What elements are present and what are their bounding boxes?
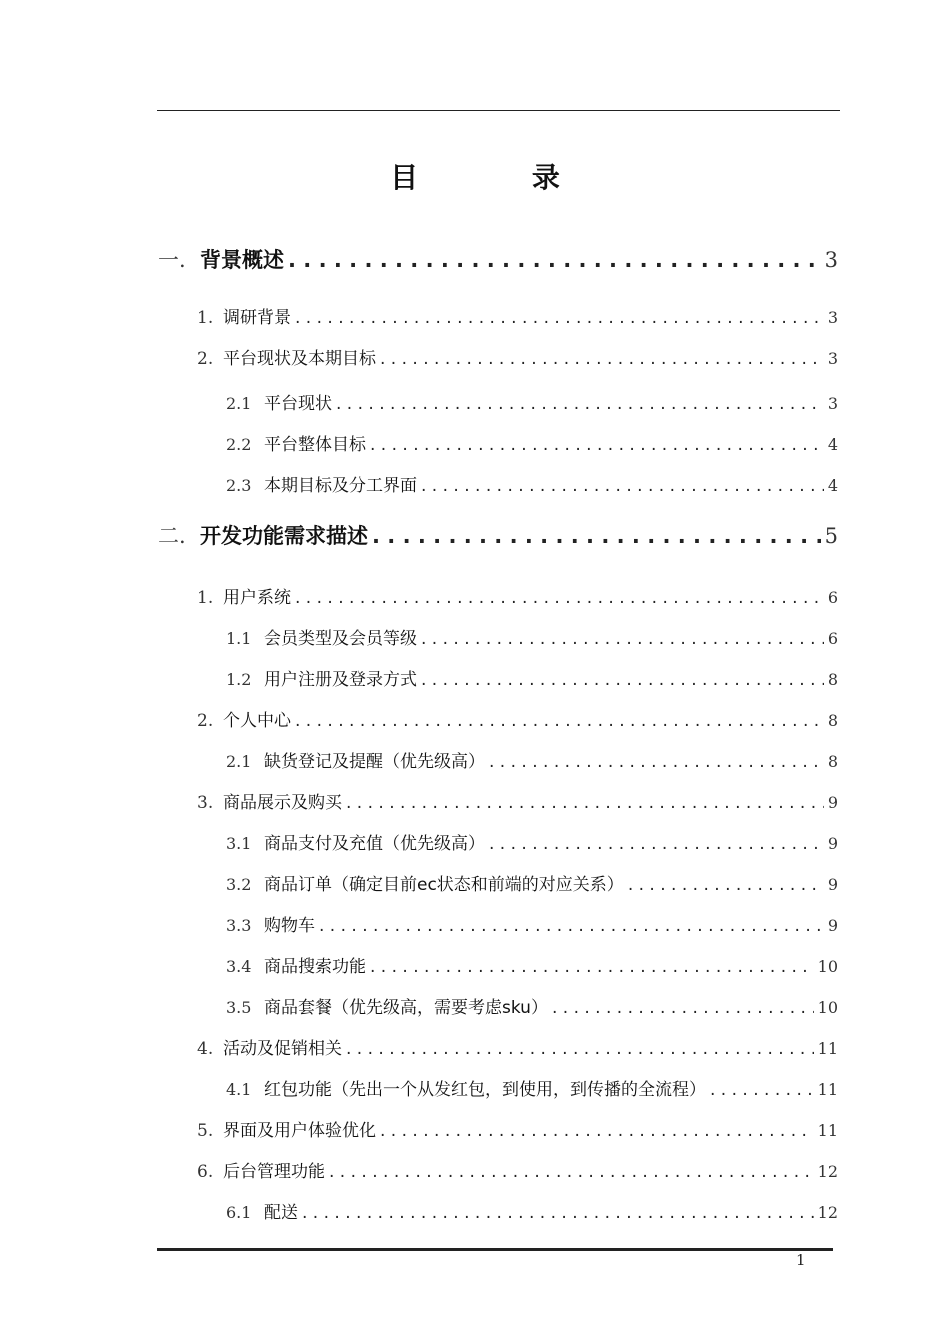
toc-entry-title: 用户注册及登录方式: [264, 670, 417, 690]
toc-entry-page: 8: [827, 711, 838, 730]
toc-entry-page: 12: [817, 1203, 838, 1222]
toc-chapter-entry[interactable]: [158, 244, 838, 274]
toc-entry-number: 2.: [197, 349, 214, 369]
toc-entry-title: 缺货登记及提醒（优先级高）: [264, 752, 485, 772]
toc-entry-title: 活动及促销相关: [223, 1039, 342, 1059]
toc-dot-leader: [421, 629, 824, 649]
toc-entry-title: 个人中心: [223, 711, 291, 731]
toc-entry-title: 配送: [264, 1203, 298, 1223]
toc-entry-number: 二.: [158, 524, 186, 548]
toc-entry-page: 3: [827, 394, 838, 413]
toc-entry-number: 1.: [197, 308, 214, 328]
toc-dot-leader: [421, 670, 824, 690]
toc-section-entry[interactable]: [197, 1116, 838, 1141]
toc-entry-title: 后台管理功能: [223, 1162, 325, 1182]
toc-dot-leader: [302, 1203, 814, 1223]
toc-entry-number: 3.3: [226, 916, 252, 935]
toc-dot-leader: [346, 793, 824, 813]
toc-entry-title: 商品订单（确定目前ec状态和前端的对应关系）: [264, 875, 624, 895]
toc-section-entry[interactable]: [197, 583, 838, 608]
toc-entry-title: 商品搜索功能: [264, 957, 366, 977]
toc-entry-page: 4: [827, 435, 838, 454]
footer-rule: [157, 1248, 833, 1251]
toc-section-entry[interactable]: [197, 788, 838, 813]
toc-entry-title: 红包功能（先出一个从发红包，到使用，到传播的全流程）: [264, 1080, 706, 1100]
toc-dot-leader: [295, 308, 824, 328]
toc-dot-leader: [319, 916, 824, 936]
toc-entry-page: 3: [827, 349, 838, 368]
toc-entry-number: 1.2: [226, 670, 252, 689]
toc-section-entry[interactable]: [197, 344, 838, 369]
toc-dot-leader: [370, 957, 814, 977]
toc-entry-title: 平台现状及本期目标: [223, 349, 376, 369]
toc-subsection-entry[interactable]: [226, 665, 838, 690]
toc-entry-number: 1.: [197, 588, 214, 608]
toc-entry-number: 4.1: [226, 1080, 252, 1099]
toc-entry-page: 4: [827, 476, 838, 495]
toc-entry-number: 2.1: [226, 752, 252, 771]
toc-dot-leader: [552, 998, 814, 1018]
toc-entry-number: 2.3: [226, 476, 252, 495]
toc-subsection-entry[interactable]: [226, 624, 838, 649]
toc-entry-number: 6.: [197, 1162, 214, 1182]
toc-entry-title: 用户系统: [223, 588, 291, 608]
toc-entry-page: 9: [827, 793, 838, 812]
toc-subsection-entry[interactable]: [226, 870, 838, 895]
toc-dot-leader: [380, 1121, 814, 1141]
toc-entry-page: 3: [824, 248, 838, 272]
toc-entry-title: 购物车: [264, 916, 315, 936]
toc-entry-title: 调研背景: [223, 308, 291, 328]
toc-entry-page: 11: [817, 1039, 838, 1058]
toc-subsection-entry[interactable]: [226, 829, 838, 854]
toc-entry-number: 2.1: [226, 394, 252, 413]
toc-entry-page: 11: [817, 1121, 838, 1140]
toc-entry-number: 5.: [197, 1121, 214, 1141]
toc-entry-page: 5: [824, 524, 838, 548]
toc-entry-page: 10: [817, 998, 838, 1017]
toc-dot-leader: [295, 711, 824, 731]
toc-dot-leader: [336, 394, 824, 414]
toc-entry-page: 6: [827, 588, 838, 607]
toc-entry-title: 平台现状: [264, 394, 332, 414]
toc-entry-page: 9: [827, 834, 838, 853]
toc-entry-title: 平台整体目标: [264, 435, 366, 455]
toc-dot-leader: [380, 349, 824, 369]
toc-section-entry[interactable]: [197, 1034, 838, 1059]
toc-entry-number: 3.1: [226, 834, 252, 853]
toc-entry-page: 8: [827, 670, 838, 689]
toc-entry-page: 9: [827, 916, 838, 935]
toc-subsection-entry[interactable]: [226, 471, 838, 496]
toc-subsection-entry[interactable]: [226, 747, 838, 772]
toc-subsection-entry[interactable]: [226, 1198, 838, 1223]
toc-entry-number: 3.4: [226, 957, 252, 976]
toc-entry-title: 开发功能需求描述: [200, 524, 368, 548]
toc-entry-page: 8: [827, 752, 838, 771]
toc-subsection-entry[interactable]: [226, 911, 838, 936]
toc-entry-page: 12: [817, 1162, 838, 1181]
toc-entry-page: 6: [827, 629, 838, 648]
toc-entry-number: 2.2: [226, 435, 252, 454]
toc-dot-leader: [370, 435, 824, 455]
toc-subsection-entry[interactable]: [226, 993, 838, 1018]
toc-entry-title: 本期目标及分工界面: [264, 476, 417, 496]
toc-entry-number: 4.: [197, 1039, 214, 1059]
toc-entry-number: 6.1: [226, 1203, 252, 1222]
toc-section-entry[interactable]: [197, 303, 838, 328]
toc-entry-page: 10: [817, 957, 838, 976]
toc-subsection-entry[interactable]: [226, 389, 838, 414]
toc-entry-number: 3.: [197, 793, 214, 813]
toc-dot-leader: [710, 1080, 814, 1100]
toc-entry-title: 背景概述: [200, 248, 284, 272]
toc-dot-leader: [628, 875, 824, 895]
toc-entry-title: 商品支付及充值（优先级高）: [264, 834, 485, 854]
toc-dot-leader: [295, 588, 824, 608]
toc-section-entry[interactable]: [197, 706, 838, 731]
toc-dot-leader: [372, 524, 821, 548]
toc-entry-title: 商品套餐（优先级高，需要考虑sku）: [264, 998, 548, 1018]
toc-section-entry[interactable]: [197, 1157, 838, 1182]
toc-entry-title: 会员类型及会员等级: [264, 629, 417, 649]
toc-entry-title: 界面及用户体验优化: [223, 1121, 376, 1141]
toc-dot-leader: [329, 1162, 814, 1182]
toc-dot-leader: [288, 248, 821, 272]
toc-entry-number: 3.5: [226, 998, 252, 1017]
page-title: 目 录: [390, 161, 612, 194]
toc-entry-number: 一.: [158, 248, 186, 272]
toc-dot-leader: [489, 834, 824, 854]
toc-entry-page: 9: [827, 875, 838, 894]
toc-entry-number: 2.: [197, 711, 214, 731]
toc-entry-number: 1.1: [226, 629, 252, 648]
toc-dot-leader: [421, 476, 824, 496]
toc-subsection-entry[interactable]: [226, 1075, 838, 1100]
toc-dot-leader: [489, 752, 824, 772]
toc-entry-title: 商品展示及购买: [223, 793, 342, 813]
toc-entry-page: 11: [817, 1080, 838, 1099]
toc-entry-page: 3: [827, 308, 838, 327]
footer-page-number: 1: [796, 1251, 806, 1269]
toc-dot-leader: [346, 1039, 814, 1059]
toc-chapter-entry[interactable]: [158, 520, 838, 550]
toc-subsection-entry[interactable]: [226, 430, 838, 455]
toc-entry-number: 3.2: [226, 875, 252, 894]
toc-subsection-entry[interactable]: [226, 952, 838, 977]
